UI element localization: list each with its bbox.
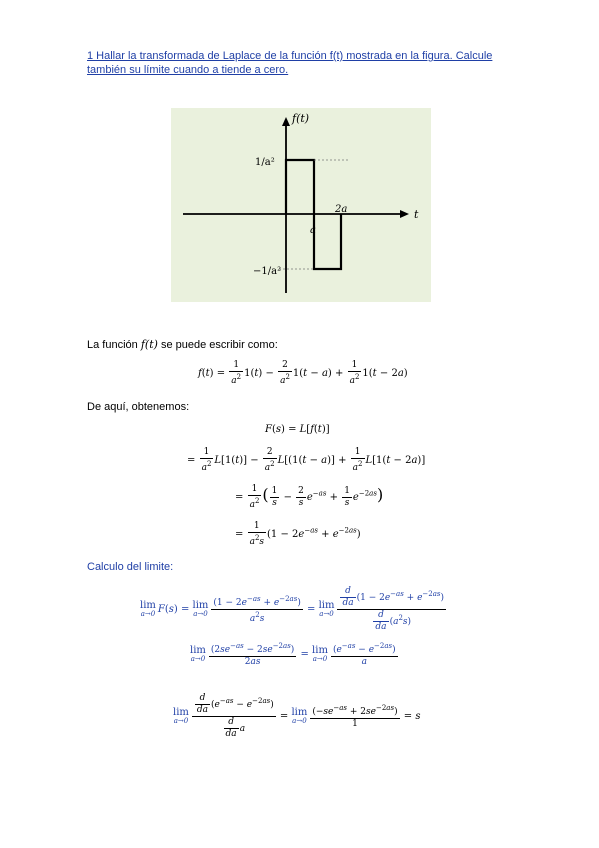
limit-equation-3: lim a→0 $\frac{d}{da}$ $(e^{-as} - e^{-2as})$ $\frac{d}{da}$ a = lim a→0 $\frac{(-se^{-as} + 2se^{-2as})}{1}$ = s bbox=[173, 693, 421, 739]
pulse-graph bbox=[171, 108, 431, 302]
equation-laplace-final: = $\frac{1}{a^2s}$ $(1 - 2e^{-as} + e^{-2as})$ bbox=[235, 521, 361, 547]
limit-equation-1: lim a→0 F(s) = lim a→0 $\frac{(1 - 2e^{-as} + e^{-2as})}{a^2s}$ = lim a→0 $\frac{d}{da}$ $(1 - 2e^{-as} + e^{-2as})$ $\frac{d}{da}$ $(a^2s)$ bbox=[140, 586, 445, 632]
de-aqui-text: De aquí, obtenemos: bbox=[87, 401, 190, 413]
problem-title: 1 Hallar la transformada de Laplace de la función f(t) mostrada en la figura. Calcule también su límite cuando a tiende a cero. bbox=[87, 50, 493, 76]
equation-laplace-exp: = $\frac{1}{a^2}$ ( $\frac{1}{s}$ − $\frac{2}{s}$ $e^{-as}$ + $\frac{1}{s}$ $e^{-2as}$) bbox=[235, 484, 384, 510]
equation-f-of-t: f(t) = $\frac{1}{a^2}$ 1(t) − $\frac{2}{a^2}$ 1(t − a) + $\frac{1}{a^2}$ 1(t − 2a) bbox=[198, 360, 408, 386]
calc-limit-heading: Calculo del limite: bbox=[87, 561, 174, 573]
figure-panel bbox=[171, 108, 431, 302]
equation-F-of-s: F(s) = L[f(t)] bbox=[265, 424, 330, 435]
2a-tick-label: 2a bbox=[335, 204, 348, 215]
x-axis-arrow bbox=[400, 210, 409, 218]
limit-equation-2: lim a→0 $\frac{(2se^{-as} - 2se^{-2as})}{2as}$ = lim a→0 $\frac{(e^{-as} - e^{-2as})}{a}$ bbox=[190, 642, 396, 667]
a-tick-label: a bbox=[310, 225, 316, 236]
function-intro-text: La función bbox=[87, 339, 138, 351]
x-axis-label: t bbox=[414, 208, 419, 221]
function-tail-text: se puede escribir como: bbox=[160, 339, 278, 351]
y-axis-label: f(t) bbox=[292, 112, 310, 125]
y-axis-arrow bbox=[282, 117, 290, 126]
top-level-label: 1/a² bbox=[255, 157, 275, 168]
function-intro-line bbox=[87, 338, 278, 352]
bottom-level-label: −1/a² bbox=[253, 266, 282, 277]
equation-laplace-terms: = $\frac{1}{a^2}$ L[1(t)] − $\frac{2}{a^2}$ L[(1(t − a)] + $\frac{1}{a^2}$ L[1(t − 2a)] bbox=[187, 447, 426, 473]
function-symbol: f(t) bbox=[140, 338, 158, 351]
